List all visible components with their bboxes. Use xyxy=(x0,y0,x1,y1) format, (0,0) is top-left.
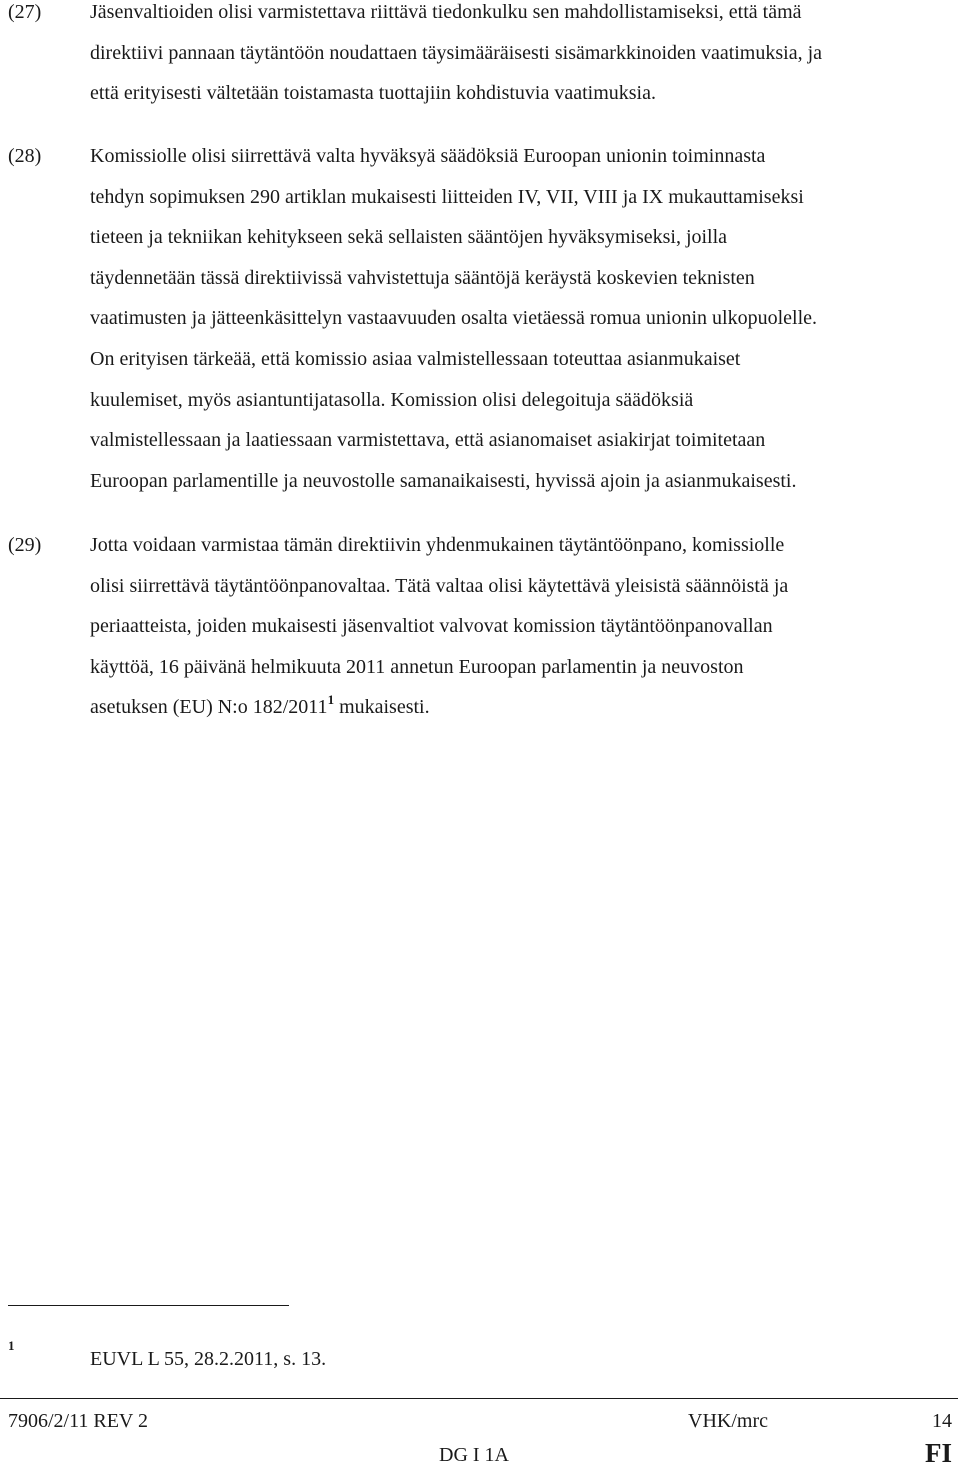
recital-number: (28) xyxy=(8,145,42,167)
text-line: että erityisesti vältetään toistamasta tuottajiin kohdistuvia vaatimuksia. xyxy=(90,82,656,105)
footer-separator xyxy=(0,1398,958,1399)
footnote-separator xyxy=(8,1305,289,1306)
recital-text xyxy=(90,525,954,728)
recital-text xyxy=(90,136,954,501)
footnote-reference[interactable]: 1 xyxy=(327,692,335,708)
document-reference: 7906/2/11 REV 2 xyxy=(8,1410,149,1432)
text-line: direktiivi pannaan täytäntöön noudattaen täysimääräisesti sisämarkkinoiden vaatimuksia, ja xyxy=(90,41,823,64)
text-line: tieteen ja tekniikan kehitykseen sekä sellaisten sääntöjen hyväksymiseksi, joilla xyxy=(90,226,728,249)
text-line: täydennetään tässä direktiivissä vahvistettuja sääntöjä keräystä koskevien teknisten xyxy=(90,266,755,289)
recital-number: (29) xyxy=(8,534,42,556)
text-line: periaatteista, joiden mukaisesti jäsenvaltiot valvovat komission täytäntöönpanovallan xyxy=(90,615,773,638)
recital-text xyxy=(90,0,954,114)
text-line: On erityisen tärkeää, että komissio asiaa valmistellessaan toteuttaa asianmukaiset xyxy=(90,347,741,370)
text-before-footnote: asetuksen (EU) N:o 182/2011 xyxy=(90,696,328,719)
recital-number: (27) xyxy=(8,1,42,23)
text-line: käyttöä, 16 päivänä helmikuuta 2011 annetun Euroopan parlamentin ja neuvoston xyxy=(90,655,744,678)
text-line: Komissiolle olisi siirrettävä valta hyväksyä säädöksiä Euroopan unionin toiminnasta xyxy=(90,145,766,167)
footnote-mark: 1 xyxy=(8,1338,15,1353)
text-line-with-footnote xyxy=(90,687,954,728)
text-line: Jotta voidaan varmistaa tämän direktiivin yhdenmukainen täytäntöönpano, komissiolle xyxy=(90,534,785,556)
department-code: VHK/mrc xyxy=(688,1410,768,1432)
text-line: olisi siirrettävä täytäntöönpanovaltaa. Tätä valtaa olisi käytettävä yleisistä säännöistä ja xyxy=(90,574,789,597)
text-line: vaatimusten ja jätteenkäsittelyn vastaavuuden osalta vietäessä romua unionin ulkopuolelle. xyxy=(90,307,818,330)
text-line: kuulemiset, myös asiantuntijatasolla. Komission olisi delegoituja säädöksiä xyxy=(90,388,694,411)
text-after-footnote: mukaisesti. xyxy=(334,696,430,719)
text-line: Euroopan parlamentille ja neuvostolle samanaikaisesti, hyvissä ajoin ja asianmukaisesti. xyxy=(90,469,797,492)
language-code: FI xyxy=(925,1438,952,1468)
page-number: 14 xyxy=(932,1410,952,1432)
text-line: valmistellessaan ja laatiessaan varmistettava, että asianomaiset asiakirjat toimitetaan xyxy=(90,429,766,452)
text-line: tehdyn sopimuksen 290 artiklan mukaisesti liitteiden IV, VII, VIII ja IX mukauttamiseksi xyxy=(90,185,804,208)
directorate-general: DG I 1A xyxy=(439,1444,509,1466)
footnote-text: EUVL L 55, 28.2.2011, s. 13. xyxy=(90,1348,327,1370)
text-line: Jäsenvaltioiden olisi varmistettava riittävä tiedonkulku sen mahdollistamiseksi, että tämä xyxy=(90,1,802,23)
